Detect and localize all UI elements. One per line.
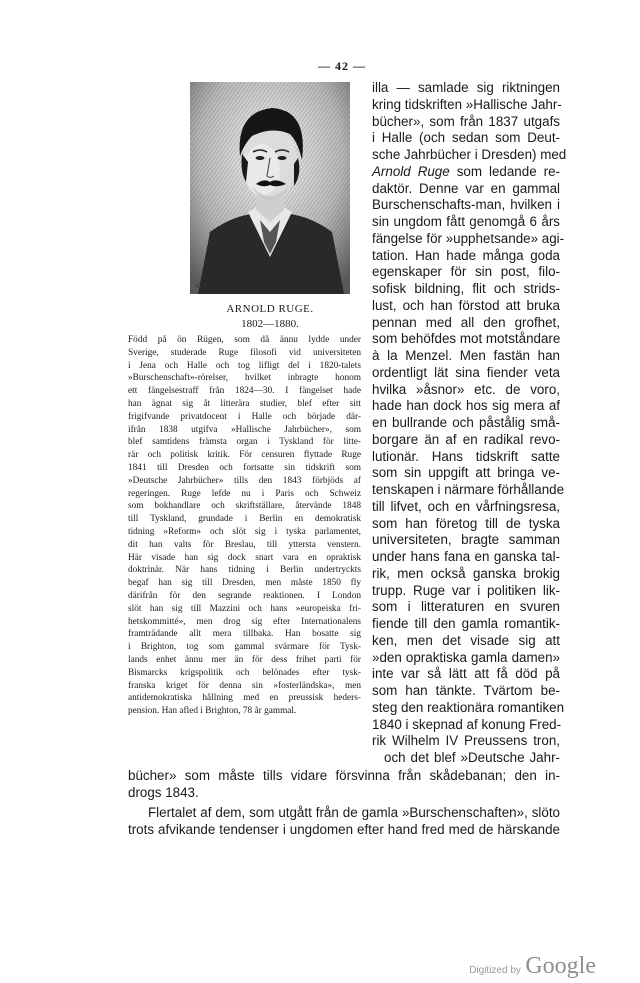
body-line: kring tidskriften »Hallische Jahr- <box>372 96 562 112</box>
caption-line: frigifvande privatdocent i Halle och började där- <box>128 411 361 422</box>
caption-line: »Burschenschaft»-rörelser, hvilket inbragte honom <box>128 373 361 384</box>
caption-line: lands enhet ännu mer än för dess frihet parti för <box>128 654 361 665</box>
body-line: rik Wilhelm IV Preussens tron, <box>372 733 560 749</box>
body-line: à la Menzel. Men fastän han <box>372 348 560 363</box>
caption-line: framträdande allt mera tillbaka. Han bosatte sig <box>128 629 361 640</box>
caption-line: Sverige, studerade Ruge filosofi vid universiteten <box>128 347 361 358</box>
body-line: illa — samlade sig riktningen <box>372 80 560 95</box>
body-line: en bullrande och påstålig små- <box>372 415 560 430</box>
body-line: trupp. Ruge var i politiken lik- <box>372 582 560 598</box>
caption-line: Bismarcks krigspolitik och belönades efter tysk- <box>128 667 361 678</box>
caption-line: till Tyskland, grundade i Berlin en demokratisk <box>128 514 361 525</box>
caption-line: i Jena och Halle och tog lifligt del i 1820-talets <box>128 360 361 371</box>
caption-line: doktrinär. När hans tidning i Berlin undertryckts <box>128 565 361 576</box>
body-line: fiende till den gamla romantik- <box>372 616 560 631</box>
body-line: Flertalet af dem, som utgått från de gamla »Burschenschaften», slöto <box>148 805 560 820</box>
body-line: lutionär. Hans tidskrift satte <box>372 448 560 464</box>
portrait-image <box>190 82 350 294</box>
caption-years: 1802—1880. <box>241 318 299 330</box>
caption-line: regeringen. Ruge lefde nu i Paris och Schweiz <box>128 488 361 499</box>
caption-line: slöt han sig till Mazzini och hans »europeiska fri- <box>128 603 361 614</box>
body-line: fängelse för »upphetsande» agi- <box>372 230 565 246</box>
caption-line: hetskommitté», men drog sig efter Internationalens <box>128 616 361 627</box>
body-line: ordentligt lät sina fiender veta <box>372 364 560 380</box>
caption-line: därifrån för den segrande reaktionen. I London <box>128 590 361 601</box>
digitized-label: Digitized by <box>469 965 521 976</box>
body-line: som han företog till de tyska <box>372 515 560 531</box>
caption-line: han ägnat sig åt litterära studier, blef efter sitt <box>128 398 361 409</box>
body-line: hvilka »åsnor» etc. de voro, <box>372 381 560 397</box>
body-line-italic-name: Arnold Ruge som ledande re- <box>372 163 560 179</box>
google-logo: Google <box>525 953 596 979</box>
body-line: trots afvikande tendenser i ungdomen efter hand fred med de härskande <box>128 822 560 837</box>
caption-line: dit han valts för Breslau, till yttersta venstern. <box>128 539 361 550</box>
body-line: universiteten, bragte samman <box>372 532 560 548</box>
body-line: hade han dock hos sig mera af <box>372 398 560 414</box>
body-line: som behöfdes mot motståndare <box>372 331 561 347</box>
body-line: bücher», som från 1837 utgafs <box>372 113 560 129</box>
page-number: — 42 — <box>318 59 366 73</box>
body-line: och det blef »Deutsche Jahr- <box>384 750 560 765</box>
caption-line: pension. Han afled i Brighton, 78 år gammal. <box>128 706 297 717</box>
body-line: steg den reaktionära romantiken <box>372 699 565 715</box>
body-line: rik, men också ganska brokig <box>372 565 560 581</box>
body-line: drogs 1843. <box>128 785 199 800</box>
body-line: sche Jahrbücher i Dresden) med <box>372 147 567 162</box>
body-line: ken, men det visade sig att <box>372 632 560 648</box>
caption-line: tidning »Reform» och slöt sig i tyska parlamentet, <box>128 526 361 537</box>
body-line: bücher» som måste tills vidare försvinna från skådebanan; den in- <box>128 768 560 783</box>
body-line: som i litteraturen en svuren <box>372 599 560 615</box>
body-line: som han tänkte. Tvärtom be- <box>372 683 560 698</box>
body-line: under hans fana en ganska tal- <box>372 549 560 564</box>
full-width-paragraph-1 <box>128 767 560 801</box>
body-line: Burschenschafts-man, hvilken i <box>372 197 560 213</box>
caption-body <box>128 334 361 718</box>
caption-line: Född på ön Rügen, som då ännu lydde under <box>128 335 361 345</box>
body-line: i Halle (och sedan som Deut- <box>372 130 560 146</box>
body-line: 1840 i skepnad af konung Fred- <box>372 716 562 732</box>
body-line: tenskapen i närmare förhållande <box>372 482 565 497</box>
italic-name: Arnold Ruge <box>372 163 450 179</box>
body-line: som sin uppgift att bringa ve- <box>372 465 560 481</box>
caption-line: ifrån 1838 utgifva »Hallische Jahrbücher», som <box>128 424 361 435</box>
caption-line: »Deutsche Jahrbücher» tills den 1843 förbjöds af <box>128 475 361 486</box>
body-line: »den opraktiska gamla damen» <box>372 649 560 665</box>
caption-line: 1841 till Dresden och fortsatte sin tidskrift som <box>128 462 361 473</box>
caption-line: antidemokratiska hållning med en preussisk heders- <box>128 693 361 704</box>
body-line: inte var så lätt att få död på <box>372 666 560 682</box>
full-width-paragraph-2 <box>128 804 560 838</box>
body-line: tation. Han hade många goda <box>372 247 560 263</box>
caption-line: ett fängelsestraff från 1824—30. I fängelset hade <box>128 386 361 397</box>
caption-line: i Brighton, tog som gammal svärmare för Tysk- <box>128 642 361 653</box>
caption-line: begaf han sig till Dresden, men måste 1850 fly <box>128 578 361 589</box>
caption-line: blef samtidens främsta organ i Tyskland för litte- <box>128 437 361 448</box>
body-line: daktör. Denne var en gammal <box>372 180 560 196</box>
body-line: till lifvet, och en vårfningsresa, <box>372 498 560 514</box>
caption-line: som bokhandlare och skriftställare, återvände 1848 <box>128 501 361 512</box>
caption-line: franska kriget för denna sin »fosterländska», men <box>128 680 361 691</box>
body-line: lust, och han förstod att bruka <box>372 297 560 313</box>
body-line: borgare än af en radikal revo- <box>372 431 560 447</box>
digitized-by-google-watermark <box>469 953 596 980</box>
caption-line: rär och politisk kritik. För censuren flyttade Ruge <box>128 450 361 461</box>
body-line: pennan med all den grofhet, <box>372 314 560 330</box>
body-line: sofisk bildning, flit och strids- <box>372 281 560 296</box>
caption-name: ARNOLD RUGE. <box>226 303 314 315</box>
body-line: sin ungdom fått genomgå 6 års <box>372 214 560 229</box>
caption-line: Här visade han sig dock snart vara en opraktisk <box>128 552 361 563</box>
body-line: egenskaper för sin post, filo- <box>372 264 560 280</box>
right-column-text <box>372 80 567 767</box>
portrait-signature: C.L. <box>196 281 210 290</box>
